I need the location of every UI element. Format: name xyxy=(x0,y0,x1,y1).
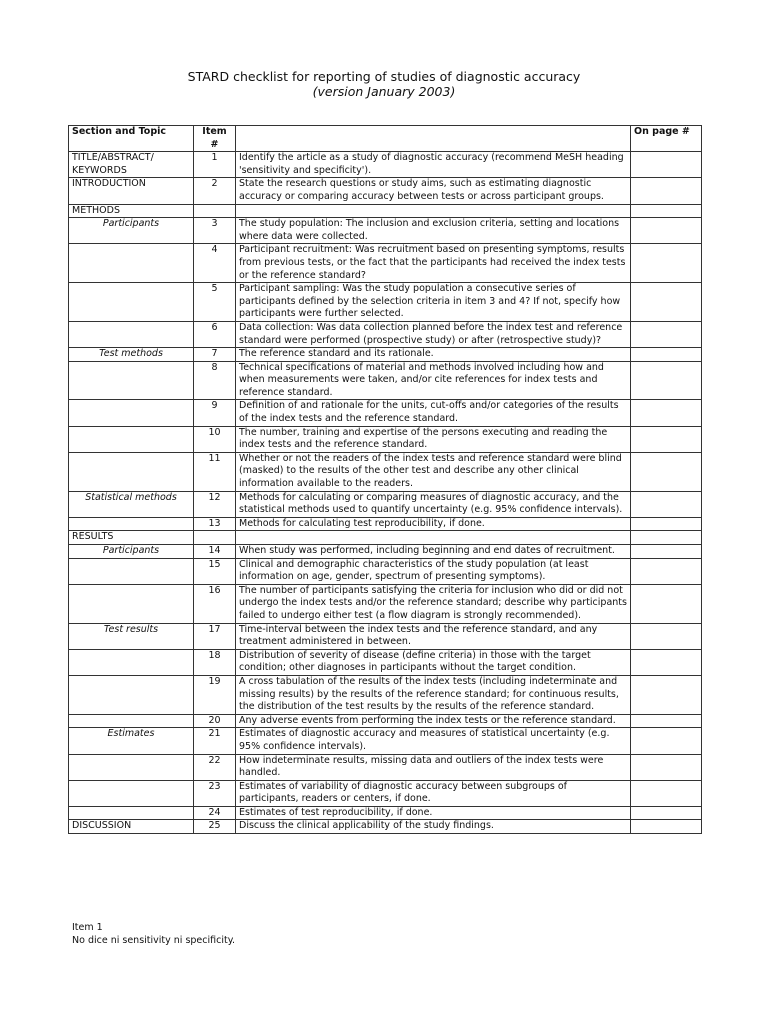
row-on-page xyxy=(631,780,702,806)
row-section-topic xyxy=(69,283,194,322)
row-on-page xyxy=(631,714,702,728)
row-on-page xyxy=(631,426,702,452)
row-item-number: 23 xyxy=(194,780,236,806)
row-section-topic: TITLE/ABSTRACT/ KEYWORDS xyxy=(69,152,194,178)
table-row xyxy=(69,426,702,452)
row-item-number: 14 xyxy=(194,545,236,559)
row-description: Participant recruitment: Was recruitment based on presenting symptoms, results from previous tests, or the fact that the participants had received the index tests or the reference standard? xyxy=(236,244,631,283)
row-on-page xyxy=(631,152,702,178)
row-on-page xyxy=(631,623,702,649)
row-section-topic xyxy=(69,780,194,806)
row-section-topic xyxy=(69,452,194,491)
row-on-page xyxy=(631,361,702,400)
table-row xyxy=(69,244,702,283)
table-row xyxy=(69,754,702,780)
row-on-page xyxy=(631,178,702,204)
table-row xyxy=(69,361,702,400)
row-item-number: 15 xyxy=(194,558,236,584)
footnote-text: No dice ni sensitivity ni specificity. xyxy=(72,934,235,946)
row-item-number: 1 xyxy=(194,152,236,178)
table-row xyxy=(69,348,702,362)
table-row xyxy=(69,491,702,517)
table-row xyxy=(69,178,702,204)
row-description: Time-interval between the index tests and the reference standard, and any treatment administered in between. xyxy=(236,623,631,649)
row-section-topic: Estimates xyxy=(69,728,194,754)
row-on-page xyxy=(631,754,702,780)
row-item-number: 20 xyxy=(194,714,236,728)
footnote xyxy=(72,922,235,947)
row-item-number: 12 xyxy=(194,491,236,517)
row-item-number: 19 xyxy=(194,675,236,714)
document-title: STARD checklist for reporting of studies of diagnostic accuracy xyxy=(187,69,581,84)
row-description: The number, training and expertise of the persons executing and reading the index tests and the reference standard. xyxy=(236,426,631,452)
row-description xyxy=(236,531,631,545)
row-on-page xyxy=(631,545,702,559)
row-section-topic: Statistical methods xyxy=(69,491,194,517)
row-description: The reference standard and its rationale. xyxy=(236,348,631,362)
table-row xyxy=(69,321,702,347)
row-item-number: 8 xyxy=(194,361,236,400)
row-on-page xyxy=(631,517,702,531)
row-section-topic xyxy=(69,321,194,347)
row-section-topic xyxy=(69,426,194,452)
table-row xyxy=(69,806,702,820)
row-item-number: 17 xyxy=(194,623,236,649)
row-on-page xyxy=(631,728,702,754)
row-on-page xyxy=(631,204,702,218)
row-section-topic: Test methods xyxy=(69,348,194,362)
row-item-number: 11 xyxy=(194,452,236,491)
header-section-topic: Section and Topic xyxy=(69,126,194,152)
table-row xyxy=(69,152,702,178)
row-on-page xyxy=(631,283,702,322)
header-on-page: On page # xyxy=(631,126,702,152)
row-item-number: 2 xyxy=(194,178,236,204)
row-on-page xyxy=(631,675,702,714)
row-description: Any adverse events from performing the index tests or the reference standard. xyxy=(236,714,631,728)
row-on-page xyxy=(631,321,702,347)
row-description: How indeterminate results, missing data and outliers of the index tests were handled. xyxy=(236,754,631,780)
row-on-page xyxy=(631,244,702,283)
row-item-number: 24 xyxy=(194,806,236,820)
row-item-number: 9 xyxy=(194,400,236,426)
row-item-number: 18 xyxy=(194,649,236,675)
row-on-page xyxy=(631,348,702,362)
row-description: Whether or not the readers of the index tests and reference standard were blind (masked) to the results of the other test and describe any other clinical information available to the readers. xyxy=(236,452,631,491)
row-item-number: 5 xyxy=(194,283,236,322)
table-row xyxy=(69,558,702,584)
table-row xyxy=(69,584,702,623)
row-item-number: 22 xyxy=(194,754,236,780)
row-section-topic: INTRODUCTION xyxy=(69,178,194,204)
row-description: Identify the article as a study of diagnostic accuracy (recommend MeSH heading 'sensitivity and specificity'). xyxy=(236,152,631,178)
footnote-heading: Item 1 xyxy=(72,922,103,933)
row-description xyxy=(236,204,631,218)
row-section-topic: Test results xyxy=(69,623,194,649)
row-on-page xyxy=(631,584,702,623)
row-on-page xyxy=(631,218,702,244)
row-item-number: 21 xyxy=(194,728,236,754)
row-section-topic: Participants xyxy=(69,218,194,244)
table-row xyxy=(69,780,702,806)
table-row xyxy=(69,714,702,728)
table-row xyxy=(69,545,702,559)
row-section-topic xyxy=(69,714,194,728)
row-description: The number of participants satisfying the criteria for inclusion who did or did not undergo the index tests and/or the reference standard; describe why participants failed to undergo either test (a flow diagram is strongly recommended). xyxy=(236,584,631,623)
table-row xyxy=(69,531,702,545)
row-description: The study population: The inclusion and exclusion criteria, setting and locations where data were collected. xyxy=(236,218,631,244)
row-description: Clinical and demographic characteristics of the study population (at least information on age, gender, spectrum of presenting symptoms). xyxy=(236,558,631,584)
row-section-topic xyxy=(69,675,194,714)
row-description: Estimates of test reproducibility, if done. xyxy=(236,806,631,820)
table-header-row xyxy=(69,126,702,152)
row-description: Discuss the clinical applicability of the study findings. xyxy=(236,820,631,834)
table-row xyxy=(69,623,702,649)
row-on-page xyxy=(631,452,702,491)
table-row xyxy=(69,820,702,834)
table-row xyxy=(69,400,702,426)
row-section-topic xyxy=(69,361,194,400)
row-section-topic xyxy=(69,806,194,820)
row-description: Methods for calculating or comparing measures of diagnostic accuracy, and the statistical methods used to quantify uncertainty (e.g. 95% confidence intervals). xyxy=(236,491,631,517)
row-description: State the research questions or study aims, such as estimating diagnostic accuracy or comparing accuracy between tests or across participant groups. xyxy=(236,178,631,204)
row-section-topic xyxy=(69,517,194,531)
row-on-page xyxy=(631,491,702,517)
row-description: Estimates of variability of diagnostic accuracy between subgroups of participants, readers or centers, if done. xyxy=(236,780,631,806)
row-description: Technical specifications of material and methods involved including how and when measurements were taken, and/or cite references for index tests and reference standard. xyxy=(236,361,631,400)
row-description: Definition of and rationale for the units, cut-offs and/or categories of the results of the index tests and the reference standard. xyxy=(236,400,631,426)
row-description: When study was performed, including beginning and end dates of recruitment. xyxy=(236,545,631,559)
row-on-page xyxy=(631,531,702,545)
table-row xyxy=(69,204,702,218)
row-item-number: 25 xyxy=(194,820,236,834)
row-description: Methods for calculating test reproducibility, if done. xyxy=(236,517,631,531)
row-item-number: 16 xyxy=(194,584,236,623)
stard-checklist-table xyxy=(68,125,702,834)
table-row xyxy=(69,649,702,675)
row-item-number: 3 xyxy=(194,218,236,244)
row-section-topic xyxy=(69,649,194,675)
table-row xyxy=(69,517,702,531)
row-item-number xyxy=(194,204,236,218)
row-item-number: 7 xyxy=(194,348,236,362)
row-on-page xyxy=(631,649,702,675)
row-section-topic xyxy=(69,754,194,780)
row-description: Data collection: Was data collection planned before the index test and reference standard were performed (prospective study) or after (retrospective study)? xyxy=(236,321,631,347)
table-row xyxy=(69,283,702,322)
row-item-number: 6 xyxy=(194,321,236,347)
document-subtitle: (version January 2003) xyxy=(312,84,456,99)
row-description: A cross tabulation of the results of the index tests (including indeterminate and missing results) by the results of the reference standard; for continuous results, the distribution of the test results by the results of the reference standard. xyxy=(236,675,631,714)
row-section-topic: METHODS xyxy=(69,204,194,218)
row-item-number xyxy=(194,531,236,545)
table-row xyxy=(69,452,702,491)
row-section-topic: DISCUSSION xyxy=(69,820,194,834)
row-description: Estimates of diagnostic accuracy and measures of statistical uncertainty (e.g. 95% confidence intervals). xyxy=(236,728,631,754)
row-section-topic xyxy=(69,244,194,283)
row-item-number: 10 xyxy=(194,426,236,452)
row-section-topic xyxy=(69,558,194,584)
row-section-topic xyxy=(69,400,194,426)
row-description: Distribution of severity of disease (define criteria) in those with the target condition; other diagnoses in participants without the target condition. xyxy=(236,649,631,675)
table-row xyxy=(69,675,702,714)
row-section-topic: RESULTS xyxy=(69,531,194,545)
row-on-page xyxy=(631,400,702,426)
row-section-topic xyxy=(69,584,194,623)
row-section-topic: Participants xyxy=(69,545,194,559)
table-row xyxy=(69,728,702,754)
header-description xyxy=(236,126,631,152)
row-on-page xyxy=(631,806,702,820)
table-body xyxy=(69,152,702,834)
row-item-number: 13 xyxy=(194,517,236,531)
row-description: Participant sampling: Was the study population a consecutive series of participants defined by the selection criteria in item 3 and 4? If not, specify how participants were further selected. xyxy=(236,283,631,322)
row-on-page xyxy=(631,820,702,834)
header-item-number: Item # xyxy=(194,126,236,152)
row-on-page xyxy=(631,558,702,584)
row-item-number: 4 xyxy=(194,244,236,283)
table-row xyxy=(69,218,702,244)
